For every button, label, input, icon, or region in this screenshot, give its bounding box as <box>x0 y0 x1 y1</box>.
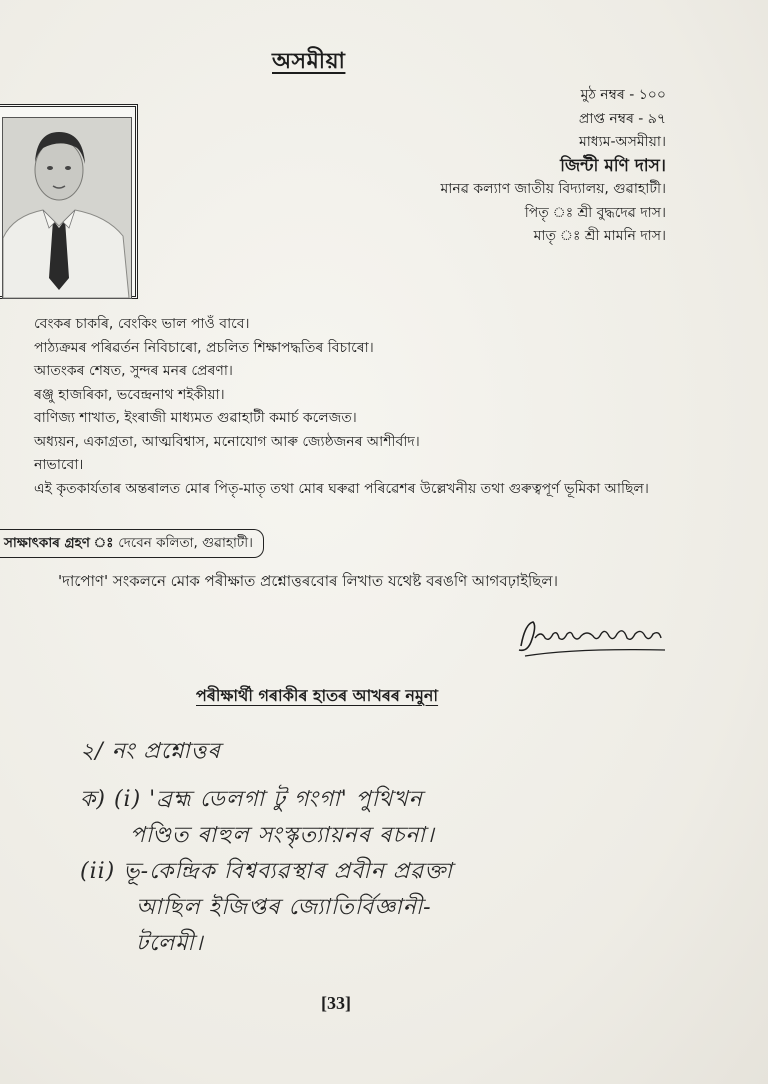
answer-line: এই কৃতকাৰ্যতাৰ অন্তৰালত মোৰ পিতৃ-মাতৃ তথা মোৰ ঘৰুৱা পৰিৱেশৰ উল্লেখনীয় তথা গুৰুত্বপূৰ্ণ ভূমিকা আছিল। <box>34 480 649 497</box>
interviewer-box <box>0 529 264 558</box>
student-info <box>266 84 666 249</box>
full-marks: মুঠ নম্বৰ - ১০০ <box>580 87 666 103</box>
answer-line: ৰঞ্জু হাজৰিকা, ভবেন্দ্ৰনাথ শইকীয়া। <box>34 386 225 403</box>
dapon-note: 'দাপোণ' সংকলনে মোক পৰীক্ষাত প্ৰশ্নোত্তৰবোৰ লিখাত যথেষ্ট বৰঙণি আগবঢ়াইছিল। <box>58 572 558 590</box>
medium: মাধ্যম-অসমীয়া। <box>578 134 666 150</box>
page-number: [33] <box>321 993 351 1013</box>
answer-line: পাঠ্যক্ৰমৰ পৰিৱৰ্তন নিবিচাৰো, প্ৰচলিত শিক্ষাপদ্ধতিৰ বিচাৰো। <box>34 339 374 356</box>
signature <box>515 612 675 662</box>
student-photo <box>2 117 132 299</box>
subject-title: অসমীয়া <box>272 48 346 74</box>
student-photo-frame <box>0 104 138 299</box>
handwriting-line: পণ্ডিত ৰাহুল সংস্কৃত্যায়নৰ ৰচনা। <box>130 823 435 848</box>
handwriting-sample <box>70 730 690 970</box>
handwriting-line: আছিল ইজিপ্তৰ জ্যোতিৰ্বিজ্ঞানী- <box>136 895 432 920</box>
student-name: জিন্টী মণি দাস। <box>560 155 666 176</box>
handwriting-line: টলেমী। <box>136 931 204 956</box>
interview-answers <box>34 313 724 501</box>
handwriting-line: (ii) ভূ-কেন্দ্ৰিক বিশ্বব্যৱস্থাৰ প্ৰবীন প্ৰৱক্তা <box>80 859 453 884</box>
answer-line: আতংকৰ শেষত, সুন্দৰ মনৰ প্ৰেৰণা। <box>34 363 233 379</box>
mother-name: মাতৃ ঃ শ্ৰী মামনি দাস। <box>533 228 666 244</box>
interviewer-value: দেবেন কলিতা, গুৱাহাটী। <box>118 535 253 551</box>
answer-line: নাভাবো। <box>34 457 84 473</box>
marks-obtained: প্ৰাপ্ত নম্বৰ - ৯৭ <box>578 110 666 127</box>
answer-line: বাণিজ্য শাখাত, ইংৰাজী মাধ্যমত গুৱাহাটী কমাৰ্চ কলেজত। <box>34 410 357 426</box>
handwriting-line: ক) (i) 'ব্ৰহ্ম ডেলগা টু গংগা' পুথিখন <box>80 787 423 812</box>
handwriting-sample-heading: পৰীক্ষাৰ্থী গৰাকীৰ হাতৰ আখৰৰ নমুনা <box>196 686 439 705</box>
interviewer-label: সাক্ষাৎকাৰ গ্ৰহণ ঃ <box>4 535 114 551</box>
answer-line: বেংকৰ চাকৰি, বেংকিং ভাল পাওঁ বাবে। <box>34 316 250 332</box>
handwriting-line: ২/ নং প্ৰশ্নোত্তৰ <box>80 739 221 764</box>
father-name: পিতৃ ঃ শ্ৰী বুদ্ধদেৱ দাস। <box>524 204 666 221</box>
answer-line: অধ্যয়ন, একাগ্ৰতা, আত্মবিশ্বাস, মনোযোগ আৰু জ্যেষ্ঠজনৰ আশীৰ্বাদ। <box>34 433 420 450</box>
school-name: মানৱ কল্যাণ জাতীয় বিদ্যালয়, গুৱাহাটী। <box>440 181 666 197</box>
